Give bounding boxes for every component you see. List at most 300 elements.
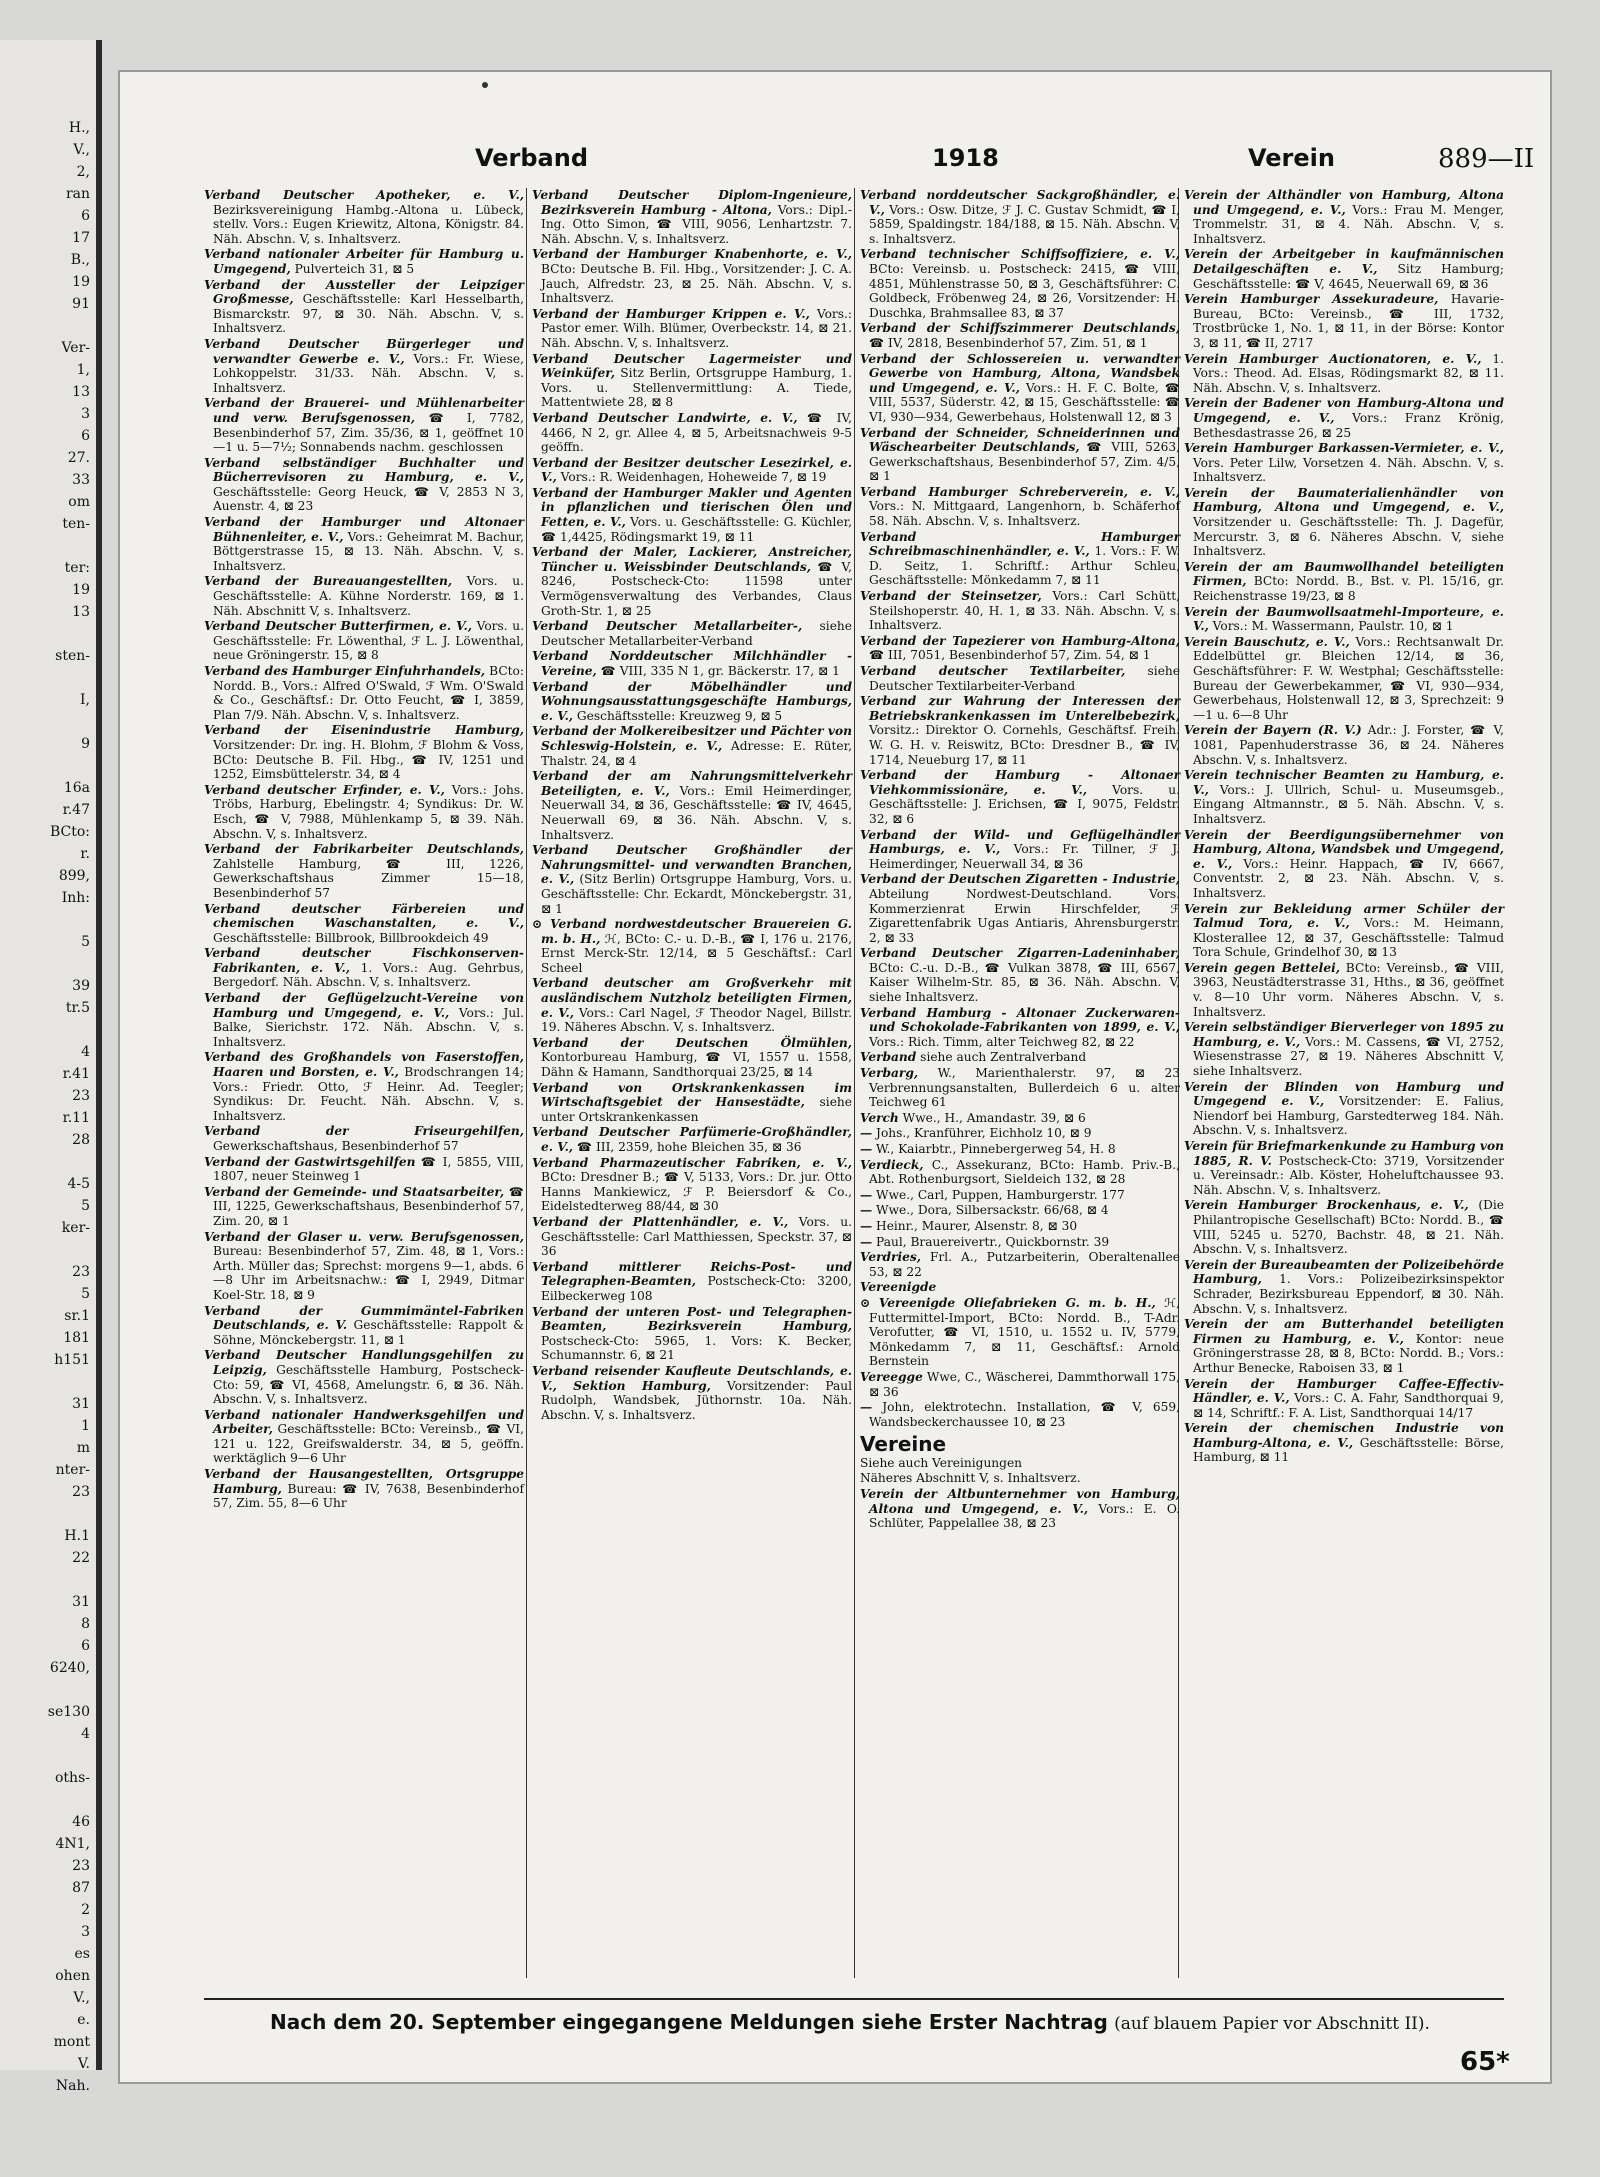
directory-entry [204, 456, 524, 514]
directory-entry [860, 1487, 1180, 1531]
entry-name: Verband der Brauerei- und Mühlenarbeiter und verw. Berufsgenossen, [204, 396, 524, 425]
column-rule [526, 188, 527, 1978]
entry-details: Vors.: Franz Krönig, Bethesdastrasse 26, ⊠ 25 [1193, 410, 1504, 440]
previous-page-fragment: 6 [81, 1638, 90, 1654]
directory-entry [532, 1364, 852, 1422]
directory-entry [860, 1111, 1180, 1126]
entry-name: Verbarg, [860, 1066, 919, 1081]
running-head-right: Verein [1248, 144, 1335, 172]
directory-entry [532, 680, 852, 724]
entry-name: Verein der Arbeitgeber in kaufmännischen Detailgeschäften e. V., [1184, 247, 1504, 276]
entry-details: Vors.: Geheimrat M. Bachur, Böttgerstrasse 15, ⊠ 13. Näh. Abschn. V, s. Inhaltsverz. [213, 529, 524, 573]
entry-details: Geschäftsstelle Hamburg, Postscheck-Cto: 59, ☎ VI, 4568, Amelungstr. 6, ⊠ 36. Näh. Abschn. V, s. Inhaltsverz. [213, 1362, 524, 1407]
entry-name: Verein der Althändler von Hamburg, Altona und Umgegend, e. V., [1184, 188, 1504, 217]
entry-details: Vors.: N. Mittgaard, Langenhorn, b. Schäferhof 58. Näh. Abschn. V, s. Inhaltsverz. [869, 499, 1180, 529]
entry-details: ☎ III, 1225, Gewerkschaftshaus, Besenbinderhof 57, Zim. 20, ⊠ 1 [213, 1184, 524, 1228]
directory-entry [532, 486, 852, 544]
directory-entry [1184, 1080, 1504, 1138]
entry-name: Verband der Friseurgehilfen, [204, 1124, 524, 1139]
entry-name: Verband Deutscher Landwirte, e. V., [532, 410, 798, 425]
column-1 [204, 188, 524, 1998]
entry-name: — [860, 1126, 873, 1141]
entry-name: Verband der Schlossereien u. verwandter Gewerbe von Hamburg, Altona, Wandsbek und Umgegend, e. V., [860, 351, 1180, 395]
directory-entry [860, 1296, 1180, 1369]
entry-name: Verein der Baumaterialienhändler von Hamburg, Altona und Umgegend, e. V., [1184, 485, 1504, 515]
previous-page-fragment: 181 [63, 1330, 90, 1346]
directory-entry [860, 1370, 1180, 1399]
entry-name: Verband der Bureauangestellten, [204, 574, 453, 589]
entry-details: Vors.: Dipl.-Ing. Otto Simon, ☎ VIII, 9056, Lenhartzstr. 7. Näh. Abschn. V, s. Inhaltsverz. [541, 202, 852, 246]
entry-details: Vors.: Jul. Balke, Sierichstr. 172. Näh. Abschn. V, s. Inhaltsverz. [213, 1005, 525, 1049]
entry-details: Wwe, C., Wäscherei, Dammthorwall 175, ⊠ 36 [869, 1369, 1180, 1399]
previous-page-fragment: m [76, 1440, 90, 1456]
entry-details: Adresse: E. Rüter, Thalstr. 24, ⊠ 4 [541, 738, 852, 768]
entry-details: Geschäftsstelle: Georg Heuck, ☎ V, 2853 N 3, Auenstr. 4, ⊠ 23 [213, 484, 524, 514]
entry-details: ☎ VIII, 5263, Gewerkschaftshaus, Besenbinderhof 57, Zim. 4/5, ⊠ 1 [869, 440, 1181, 484]
directory-entry [532, 976, 852, 1034]
entry-details: Wwe., Carl, Puppen, Hamburgerstr. 177 [872, 1187, 1125, 1202]
entry-details: BCto: Nordd. B., Vors.: Alfred O'Swald, ℱ Wm. O'Swald & Co., Geschäftsf.: Dr. Otto Feucht, ☎ I, 3859, Plan 7/9. Näh. Abschn. V, s. Inhaltsverz. [213, 664, 524, 722]
entry-details: Geschäftsstelle: Karl Hesselbarth, Bismarckstr. 97, ⊠ 30. Näh. Abschn. V, s. Inhaltsverz. [213, 292, 524, 336]
entry-details: Vors.: Carl Schütt, Steilshoperstr. 40, H. 1, ⊠ 33. Näh. Abschn. V, s. Inhaltsverz. [869, 589, 1181, 633]
entry-name: Verein zur Bekleidung armer Schüler der Talmud Tora, e. V., [1184, 901, 1504, 931]
previous-page-fragment: e. [77, 2012, 90, 2028]
previous-page-fragment: Ver- [61, 340, 90, 356]
directory-entry [532, 247, 852, 305]
previous-page-fragment: BCto: [49, 824, 90, 840]
entry-name: — [860, 1187, 873, 1202]
previous-page-fragment: 16a [63, 780, 90, 796]
entry-details: Postscheck-Cto: 3200, Eilbeckerweg 108 [541, 1274, 852, 1303]
directory-entry [532, 188, 852, 246]
entry-details: Vors.: Pastor emer. Wilh. Blümer, Overbeckstr. 14, ⊠ 21. Näh. Abschn. V, s. Inhaltsverz. [541, 306, 852, 350]
directory-entry [1184, 1020, 1504, 1078]
entry-name: Verband der Tapezierer von Hamburg-Altona, [860, 633, 1180, 648]
directory-entry [204, 1467, 524, 1511]
entry-details: ☎ V, 8246, Postscheck-Cto: 11598 unter Vermögensverwaltung des Verbandes, Claus Groth-Str. 1, ⊠ 25 [541, 559, 852, 618]
entry-details: Havarie-Bureau, BCto: Vereinsb., ☎ III, 1732, Trostbrücke 1, No. 1, ⊠ 11, in der Börse: Kontor 3, ⊠ 11, ☎ II, 2717 [1193, 292, 1504, 350]
entry-details: Vors.: J. Ullrich, Schul- u. Museumsgeb., Eingang Altmannstr., ⊠ 5. Näh. Abschn. V, s. Inhaltsverz. [1193, 782, 1504, 826]
directory-entry [532, 917, 852, 975]
previous-page-fragment: sten- [55, 648, 90, 664]
entry-name: Verband Deutscher Bürgerleger und verwandter Gewerbe e. V., [204, 336, 524, 366]
previous-page-fragment: se130 [47, 1704, 90, 1720]
directory-entry [1184, 605, 1504, 634]
directory-entry [860, 1219, 1180, 1234]
entry-details: Postscheck-Cto: 3719, Vorsitzender u. Vereinsadr.: Alb. Köster, Hoheluftchaussee 93. Näh. Abschn. V, s. Inhaltsverz. [1193, 1153, 1504, 1197]
directory-entry [204, 1230, 524, 1303]
previous-page-fragment: 5 [81, 1198, 90, 1214]
directory-entry [204, 1155, 524, 1184]
directory-entry [860, 1126, 1180, 1141]
directory-entry [860, 828, 1180, 872]
previous-page-fragment: 27. [67, 450, 90, 466]
directory-entry [860, 1280, 1180, 1295]
directory-entry [1184, 635, 1504, 723]
entry-details: BCto: Nordd. B., Bst. v. Pl. 15/16, gr. Reichenstrasse 19/23, ⊠ 8 [1193, 574, 1504, 604]
entry-details: Vorsitzender u. Geschäftsstelle: Th. J. Dagefür, Mercurstr. 3, ⊠ 6. Näheres Abschn. V, siehe Inhaltsverz. [1193, 515, 1504, 559]
entry-details: Vorsitzender: Paul Rudolph, Wandsbek, Jüthornstr. 10a. Näh. Abschn. V, s. Inhaltsverz. [541, 1378, 852, 1422]
previous-page-fragment: oths- [55, 1770, 90, 1786]
entry-name: Verband der Glaser u. verw. Berufsgenossen, [204, 1229, 524, 1244]
entry-name: Verband zur Wahrung der Interessen der Betriebskrankenkassen im Unterelbebezirk, [860, 694, 1180, 723]
directory-entry [532, 649, 852, 678]
entry-name: Verband deutscher Erfinder, e. V., [204, 782, 445, 797]
previous-page-fragment: 91 [72, 296, 90, 312]
previous-page-fragment: ohen [55, 1968, 90, 1984]
entry-details: Vors.: M. Cassens, ☎ VI, 2752, Wiesenstrasse 27, ⊠ 19. Näheres Abschnitt V, siehe Inhaltsverz. [1193, 1034, 1505, 1079]
previous-page-fragment: ker- [61, 1220, 90, 1236]
entry-name: Verdieck, [860, 1157, 924, 1172]
entry-details: Gewerkschaftshaus, Besenbinderhof 57 [213, 1139, 459, 1153]
entry-name: Verein der Beerdigungsübernehmer von Hamburg, Altona, Wandsbek und Umgegend, e. V., [1184, 827, 1504, 871]
previous-page-fragment: 4N1, [55, 1836, 90, 1852]
entry-details: Vors.: H. F. C. Bolte, ☎ VIII, 5537, Süderstr. 42, ⊠ 15, Geschäftsstelle: ☎ VI, 930—934, Gewerbehaus, Holstenwall 12, ⊠ 3 [869, 380, 1180, 424]
entry-name: Verein Hamburger Assekuradeure, [1184, 292, 1439, 307]
directory-entry [204, 991, 524, 1049]
previous-page-fragment: V., [73, 1990, 90, 2006]
previous-page-fragment: 1, [76, 362, 90, 378]
entry-name: Vereenigde [860, 1280, 937, 1295]
entry-name: Verband des Großhandels von Faserstoffen, Haaren und Borsten, e. V., [204, 1050, 524, 1080]
entry-name: Verband deutscher Färbereien und chemischen Waschanstalten, e. V., [204, 901, 524, 931]
directory-entry [532, 456, 852, 485]
entry-details: W., Marienthalerstr. 97, ⊠ 23 Verbrennungsanstalten, Bullerdeich 6 u. alter Teichweg 61 [869, 1066, 1180, 1110]
previous-page-fragment: 23 [72, 1484, 90, 1500]
entry-details: siehe auch Zentralverband [916, 1050, 1087, 1065]
entry-name: Verband Deutscher Diplom-Ingenieure, Bezirksverein Hamburg - Altona, [532, 188, 852, 217]
entry-name: Verband der Schneider, Schneiderinnen und Wäschearbeiter Deutschlands, [860, 425, 1180, 455]
previous-page-fragment: 6240, [49, 1660, 90, 1676]
previous-page-fragment: 3 [81, 1924, 90, 1940]
entry-details: Vors.: Rich. Timm, alter Teichweg 82, ⊠ 22 [869, 1034, 1135, 1049]
entry-name: — [860, 1234, 873, 1249]
entry-name: Verband deutscher Fischkonserven-Fabrikanten, e. V., [204, 946, 524, 975]
directory-entry [204, 515, 524, 573]
entry-name: Verband der Hamburger Krippen e. V., [532, 306, 810, 321]
directory-entry [1184, 1139, 1504, 1197]
previous-page-fragment: 3 [81, 406, 90, 422]
entry-details: John, elektrotechn. Installation, ☎ V, 659, Wandsbeckerchaussee 10, ⊠ 23 [869, 1400, 1180, 1429]
directory-entry [860, 530, 1180, 588]
entry-details: Bezirksvereinigung Hambg.-Altona u. Lübeck, stellv. Vors.: Eugen Kriewitz, Altona, Königstr. 84. Näh. Abschn. V, s. Inhaltsverz. [213, 202, 524, 246]
entry-name: Verband selbständiger Buchhalter und Bücherrevisoren zu Hamburg, e. V., [204, 455, 524, 485]
previous-page-fragment: 46 [72, 1814, 90, 1830]
previous-page-fragment: 31 [72, 1396, 90, 1412]
previous-page-fragment: 5 [81, 934, 90, 950]
entry-name: Verband Deutscher Zigarren-Ladeninhaber, [860, 946, 1180, 961]
page-number-header: 889—II [1438, 144, 1535, 174]
entry-name: Verein technischer Beamten zu Hamburg, e. V., [1184, 768, 1504, 797]
directory-entry [860, 589, 1180, 633]
entry-details: Vors.: M. Wassermann, Paulstr. 10, ⊠ 1 [1208, 619, 1454, 634]
entry-details: Vors.: Emil Heimerdinger, Neuerwall 34, ⊠ 36, Geschäftsstelle: ☎ IV, 4645, Neuerwall 69, ⊠ 36. Näh. Abschn. V, s. Inhaltsverz. [541, 783, 852, 842]
entry-details: Vors. Peter Lilw, Vorsetzen 4. Näh. Abschn. V, s. Inhaltsverz. [1193, 455, 1504, 485]
directory-entry [204, 1348, 524, 1406]
entry-name: Verband der Wild- und Geflügelhändler Hamburgs, e. V., [860, 827, 1180, 857]
directory-entry [860, 694, 1180, 767]
entry-name: Verein der Altbunternehmer von Hamburg, Altona und Umgegend, e. V., [860, 1487, 1180, 1516]
directory-entry [860, 1456, 1180, 1471]
directory-entry [860, 1142, 1180, 1157]
directory-entry [532, 545, 852, 618]
directory-entry [204, 1185, 524, 1229]
directory-entry [860, 1471, 1180, 1486]
entry-details: 1. Vors.: Theod. Ad. Elsas, Rödingsmarkt 82, ⊠ 11. Näh. Abschn. V, s. Inhaltsverz. [1193, 351, 1504, 395]
directory-entry [532, 1125, 852, 1154]
previous-page-fragment: h151 [54, 1352, 90, 1368]
directory-entry [860, 485, 1180, 529]
directory-entry [204, 247, 524, 276]
previous-page-fragment: 23 [72, 1858, 90, 1874]
entry-details: (Sitz Berlin) Ortsgruppe Hamburg, Vors. u. Geschäftsstelle: Chr. Eckardt, Mönckebergstr. 31, ⊠ 1 [541, 872, 852, 916]
entry-details: 1. Vors.: F. W. D. Seitz, 1. Schriftf.: Arthur Schleu, Geschäftsstelle: Mönkedamm 7, ⊠ 11 [869, 544, 1181, 588]
entry-name: Verband der unteren Post- und Telegraphen-Beamten, Bezirksverein Hamburg, [532, 1304, 852, 1334]
entry-details: Vors. u. Geschäftsstelle: J. Erichsen, ☎ I, 9075, Feldstr. 32, ⊠ 6 [869, 782, 1180, 826]
entry-name: Verein der Blinden von Hamburg und Umgegend e. V., [1184, 1079, 1504, 1109]
entry-details: siehe Deutscher Metallarbeiter-Verband [541, 619, 852, 648]
previous-page-fragment: 4 [81, 1044, 90, 1060]
directory-page [118, 70, 1552, 2084]
previous-page-fragment: V., [73, 142, 90, 158]
entry-details: Geschäftsstelle: Rappolt & Söhne, Mönckebergstr. 11, ⊠ 1 [213, 1318, 524, 1347]
previous-page-fragment: 2, [76, 164, 90, 180]
directory-entry [532, 352, 852, 410]
entry-details: Vors.: R. Weidenhagen, Hoheweide 7, ⊠ 19 [556, 470, 827, 485]
entry-name: Verein Hamburger Auctionatoren, e. V., [1184, 351, 1482, 366]
previous-page-fragment: 17 [72, 230, 90, 246]
entry-name: Verband der Deutschen Ölmühlen, [532, 1035, 852, 1050]
entry-details: ☎ I, 5855, VIII, 1807, neuer Steinweg 1 [213, 1154, 524, 1184]
directory-entry [860, 352, 1180, 425]
entry-details: Vors.: C. A. Fahr, Sandthorquai 9, ⊠ 14, Schriftf.: F. A. List, Sandthorquai 14/17 [1193, 1391, 1504, 1420]
directory-entry [204, 664, 524, 722]
previous-page-fragment: nter- [55, 1462, 90, 1478]
directory-entry [532, 1260, 852, 1304]
entry-details: C., Assekuranz, BCto: Hamb. Priv.-B., Abt. Rothenburgsort, Sieldeich 132, ⊠ 28 [869, 1157, 1180, 1187]
entry-details: Vors.: Carl Nagel, ℱ Theodor Nagel, Billstr. 19. Näheres Abschn. V, s. Inhaltsverz. [541, 1005, 852, 1035]
directory-entry [860, 1158, 1180, 1187]
column-2 [532, 188, 852, 1998]
entry-details: Geschäftsstelle: Billbrook, Billbrookdeich 49 [213, 930, 489, 945]
entry-details: Postscheck-Cto: 5965, 1. Vors: K. Becker, Schumannstr. 6, ⊠ 21 [541, 1333, 852, 1363]
entry-name: Verband der Steinsetzer, [860, 589, 1042, 604]
entry-name: Verband der Hamburger und Altonaer Bühnenleiter, e. V., [204, 515, 524, 544]
previous-page-fragment: r.11 [62, 1110, 90, 1126]
previous-page-fragment: Inh: [61, 890, 90, 906]
entry-name: Verband der Gastwirtsgehilfen [204, 1154, 416, 1169]
entry-details: BCto: Vereinsb. u. Postscheck: 2415, ☎ VIII, 4851, Mühlenstrasse 50, ⊠ 3, Geschäftsführer: C. Goldbeck, Fröbenweg 24, ⊠ 26, Vorsitzender: H. Duschka, Brahmsallee 83, ⊠ 37 [869, 261, 1180, 320]
previous-page-fragment: tr.5 [65, 1000, 90, 1016]
previous-page-fragment: 2 [81, 1902, 90, 1918]
entry-name: ⊙ Vereenigde Oliefabrieken G. m. b. H., [860, 1295, 1156, 1310]
entry-name: Verband der Plattenhändler, e. V., [532, 1214, 789, 1229]
entry-details: Vors.: Fr. Wiese, Lohkoppelstr. 31/33. Näh. Abschn. V, s. Inhaltsverz. [213, 351, 524, 395]
directory-entry [1184, 188, 1504, 246]
directory-entry [860, 426, 1180, 484]
directory-entry [1184, 902, 1504, 960]
directory-entry [204, 188, 524, 246]
entry-details: Adr.: J. Forster, ☎ V, 1081, Papenhuderstrasse 36, ⊠ 24. Näheres Abschn. V, s. Inhaltsverz. [1193, 723, 1504, 767]
entry-details: Zahlstelle Hamburg, ☎ III, 1226, Gewerkschaftshaus Zimmer 15—18, Besenbinderhof 57 [213, 856, 524, 900]
directory-entry [860, 1400, 1180, 1429]
previous-page-fragment: r. [80, 846, 90, 862]
directory-entry [1184, 961, 1504, 1019]
previous-page-fragment: 6 [81, 208, 90, 224]
entry-details: (Die Philantropische Gesellschaft) BCto: Nordd. B., ☎ VIII, 5245 u. 5270, Bachstr. 48, ⊠ 21. Näh. Abschn. V, s. Inhaltsverz. [1193, 1198, 1504, 1257]
entry-name: Verband der Fabrikarbeiter Deutschlands, [204, 842, 524, 857]
entry-name: — [860, 1400, 873, 1415]
entry-name: Verein der am Baumwollhandel beteiligten Firmen, [1184, 559, 1504, 589]
previous-page-fragment: 19 [72, 582, 90, 598]
entry-details: Näheres Abschnitt V, s. Inhaltsverz. [860, 1471, 1081, 1486]
directory-entry [532, 1036, 852, 1080]
entry-details: Vors. u. Geschäftsstelle: G. Küchler, ☎ 1,4425, Rödingsmarkt 19, ⊠ 11 [541, 515, 852, 544]
entry-name: Verband der Gemeinde- und Staatsarbeiter, [204, 1184, 505, 1199]
entry-details: Vors. u. Geschäftsstelle: Fr. Löwenthal, ℱ L. J. Löwenthal, neue Gröningerstr. 15, ⊠ 8 [213, 619, 524, 663]
directory-entry [860, 188, 1180, 246]
entry-details: ☎ I, 7782, Besenbinderhof 57, Zim. 35/36, ⊠ 1, geöffnet 10—1 u. 5—7½; Sonnabends nachm. geschlossen [213, 410, 524, 455]
directory-entry [860, 634, 1180, 663]
directory-entry [204, 337, 524, 395]
footer-rule [204, 1998, 1504, 2000]
entry-details: Vorsitzender: E. Falius, Niendorf bei Hamburg, Garstedterweg 184. Näh. Abschn. V, s. Inhaltsverz. [1193, 1094, 1504, 1138]
directory-entry [532, 1305, 852, 1363]
directory-entry [204, 946, 524, 990]
entry-details: Heinr., Maurer, Alsenstr. 8, ⊠ 30 [872, 1218, 1078, 1233]
directory-entry [204, 1408, 524, 1466]
directory-entry [532, 1081, 852, 1125]
entry-details: BCto: Dresdner B.; ☎ V, 5133, Vors.: Dr. jur. Otto Hanns Mankiewicz, ℱ P. Beiersdorf & Co., Eidelstedterweg 88/44, ⊠ 30 [541, 1170, 852, 1214]
directory-entry [1184, 1421, 1504, 1465]
entry-details: ℋ, BCto: C.- u. D.-B., ☎ I, 176 u. 2176, Ernst Merck-Str. 12/14, ⊠ 5 Geschäftsf.: Carl Scheel [541, 931, 852, 975]
previous-page-fragment: r.41 [62, 1066, 90, 1082]
entry-details: Vors.: Frau M. Menger, Trommelstr. 31, ⊠ 4. Näh. Abschn. V, s. Inhaltsverz. [1193, 202, 1505, 246]
entry-details: Geschäftsstelle: Börse, Hamburg, ⊠ 11 [1193, 1435, 1504, 1465]
running-head-year: 1918 [932, 144, 999, 172]
previous-page-fragment: sr.1 [64, 1308, 90, 1324]
directory-entry [860, 1203, 1180, 1218]
entry-name: Verein Bauschutz, e. V., [1184, 634, 1350, 649]
entry-name: Verband des Hamburger Einfuhrhandels, [204, 664, 486, 678]
previous-page-fragment: ran [65, 186, 90, 202]
entry-details: Paul, Brauereivertr., Quickbornstr. 39 [872, 1234, 1110, 1249]
previous-page-fragment: r.47 [62, 802, 90, 818]
entry-name: Verband norddeutscher Sackgroßhändler, e. V., [860, 188, 1180, 217]
entry-name: Verband von Ortskrankenkassen im Wirtschaftsgebiet der Hansestädte, [532, 1080, 852, 1110]
entry-details: 1. Vors.: Polizeibezirksinspektor Schrader, Bezirksbureau Eppendorf, ⊠ 30. Näh. Abschn. V, s. Inhaltsverz. [1193, 1272, 1504, 1316]
entry-details: Vors.: Rechtsanwalt Dr. Eddelbüttel gr. Bleichen 12/14, ⊠ 36, Geschäftsführer: F. W. Westphal; Geschäftsstelle: Bureau der Gewerbekammer, ☎ VI, 930—934, Gewerbehaus, Holstenwall 12, ⊠ 3, Sprechzeit: 9—1 u. 6—8 Uhr [1193, 634, 1504, 722]
directory-entry [532, 1156, 852, 1214]
entry-name: Verband der Hamburger Makler und Agenten in pflanzlichen und tierischen Ölen und Fetten, e. V., [532, 485, 852, 530]
directory-entry [532, 843, 852, 916]
previous-page-fragment: 5 [81, 1286, 90, 1302]
entry-name: Verband Hamburger Schreibmaschinenhändler, e. V., [860, 529, 1180, 559]
entry-name: Verdries, [860, 1250, 921, 1265]
entry-name: Verein der Badener von Hamburg-Altona und Umgegend, e. V., [1184, 396, 1504, 425]
entry-name: Verein der Bayern (R. V.) [1184, 723, 1362, 738]
previous-page-fragment: V. [77, 2056, 90, 2072]
directory-entry [1184, 247, 1504, 291]
directory-entry [860, 1066, 1180, 1110]
entry-details: Vors. u. Geschäftsstelle: A. Kühne Norderstr. 169, ⊠ 1. Näh. Abschnitt V, s. Inhaltsverz. [213, 574, 524, 618]
directory-entry [1184, 768, 1504, 826]
entry-name: Verband der Deutschen Zigaretten - Industrie, [860, 872, 1180, 887]
entry-name: Verband reisender Kaufleute Deutschlands, e. V., Sektion Hamburg, [532, 1363, 852, 1393]
previous-page-fragment: Nah. [55, 2078, 90, 2094]
directory-entry [204, 842, 524, 900]
entry-name: Verband nationaler Arbeiter für Hamburg u. Umgegend, [204, 247, 524, 276]
entry-details: Sitz Hamburg; Geschäftsstelle: ☎ V, 4645, Neuerwall 69, ⊠ 36 [1193, 261, 1504, 291]
entry-name: Verband der Möbelhändler und Wohnungsausstattungsgeschäfte Hamburgs, e. V., [532, 679, 852, 723]
entry-details: Wwe., Dora, Silbersackstr. 66/68, ⊠ 4 [872, 1203, 1109, 1218]
directory-entry [204, 1304, 524, 1348]
entry-name: Verband der am Nahrungsmittelverkehr Beteiligten, e. V., [532, 769, 852, 798]
entry-name: Verband der Gummimäntel-Fabriken Deutschlands, e. V. [204, 1303, 524, 1333]
entry-details: ☎ III, 7051, Besenbinderhof 57, Zim. 54, ⊠ 1 [869, 648, 1151, 663]
previous-page-fragment: 33 [72, 472, 90, 488]
entry-details: Johs., Kranführer, Eichholz 10, ⊠ 9 [872, 1126, 1092, 1141]
previous-page-fragment: 4 [81, 1726, 90, 1742]
entry-details: Kontor: neue Gröningerstrasse 28, ⊠ 8, BCto: Nordd. B.; Vors.: Arthur Benecke, Raboisen 33, ⊠ 1 [1193, 1331, 1504, 1375]
previous-page-fragment: 4-5 [67, 1176, 90, 1192]
entry-details: Vors.: Osw. Ditze, ℱ J. C. Gustav Schmidt, ☎ I, 5859, Spaldingstr. 184/188, ⊠ 15. Näh. Abschn. V, s. Inhaltsverz. [869, 202, 1180, 246]
entry-details: Abteilung Nordwest-Deutschland. Vors. Kommerzienrat Erwin Hirschfelder, ℱ Zigarettenfabrik Ugas Antiaris, Ahrensburgerstr. 2, ⊠ 33 [869, 886, 1180, 945]
entry-name: Verband der Eisenindustrie Hamburg, [204, 723, 524, 738]
directory-entry [532, 1215, 852, 1259]
previous-page-fragment: 899, [58, 868, 90, 884]
directory-entry [860, 946, 1180, 1004]
directory-entry [1184, 352, 1504, 396]
footer-note [270, 2010, 1430, 2034]
entry-name: Verband Deutscher Butterfirmen, e. V., [204, 619, 472, 634]
section-heading: Vereine [860, 1432, 947, 1457]
directory-entry [1184, 723, 1504, 767]
entry-name: Verband der Hamburg - Altonaer Viehkommissionäre, e. V., [860, 768, 1180, 797]
previous-page-fragment: 1 [81, 1418, 90, 1434]
column-4 [1184, 188, 1504, 1998]
entry-name: — [860, 1142, 873, 1156]
entry-name: Verein der Baumwollsaatmehl-Importeure, e. V., [1184, 604, 1504, 634]
entry-name: Verband Deutscher Lagermeister und Weinküfer, [532, 351, 852, 381]
directory-entry [1184, 828, 1504, 901]
entry-details: BCto: Vereinsb., ☎ VIII, 3963, Neustädterstrasse 31, Hths., ⊠ 36, geöffnet v. 8—10 Uhr vorm. Näheres Abschn. V, s. Inhaltsverz. [1193, 960, 1504, 1019]
entry-details: siehe Deutscher Textilarbeiter-Verband [869, 664, 1180, 693]
directory-entry [532, 307, 852, 351]
directory-entry [860, 872, 1180, 945]
directory-entry [860, 768, 1180, 826]
entry-details: BCto: C.-u. D.-B., ☎ Vulkan 3878, ☎ III, 6567, Kaiser Wilhelm-Str. 85, ⊠ 36. Näh. Abschn. V, siehe Inhaltsverz. [869, 960, 1180, 1005]
directory-entry [860, 1188, 1180, 1203]
previous-page-fragment: 87 [72, 1880, 90, 1896]
directory-entry [860, 1250, 1180, 1279]
directory-entry [1184, 486, 1504, 559]
entry-name: Verein gegen Bettelei, [1184, 960, 1340, 975]
previous-page-fragment: 6 [81, 428, 90, 444]
previous-page-fragment: ten- [62, 516, 90, 532]
entry-name: Verband deutscher am Großverkehr mit ausländischem Nutzholz beteiligten Firmen, e. V., [532, 976, 852, 1020]
entry-name: Verband Norddeutscher Milchhändler - Vereine, [532, 649, 852, 678]
directory-entry [1184, 1258, 1504, 1316]
entry-details: Siehe auch Vereinigungen [860, 1455, 1023, 1470]
entry-name: Verein Hamburger Barkassen-Vermieter, e. V., [1184, 441, 1504, 456]
directory-entry [204, 1124, 524, 1153]
previous-page-fragment: 23 [72, 1088, 90, 1104]
entry-name: Verein Hamburger Brockenhaus, e. V., [1184, 1198, 1469, 1213]
directory-entry [860, 1050, 1180, 1065]
entry-details: Pulverteich 31, ⊠ 5 [290, 261, 415, 276]
entry-name: Verch [860, 1110, 899, 1125]
